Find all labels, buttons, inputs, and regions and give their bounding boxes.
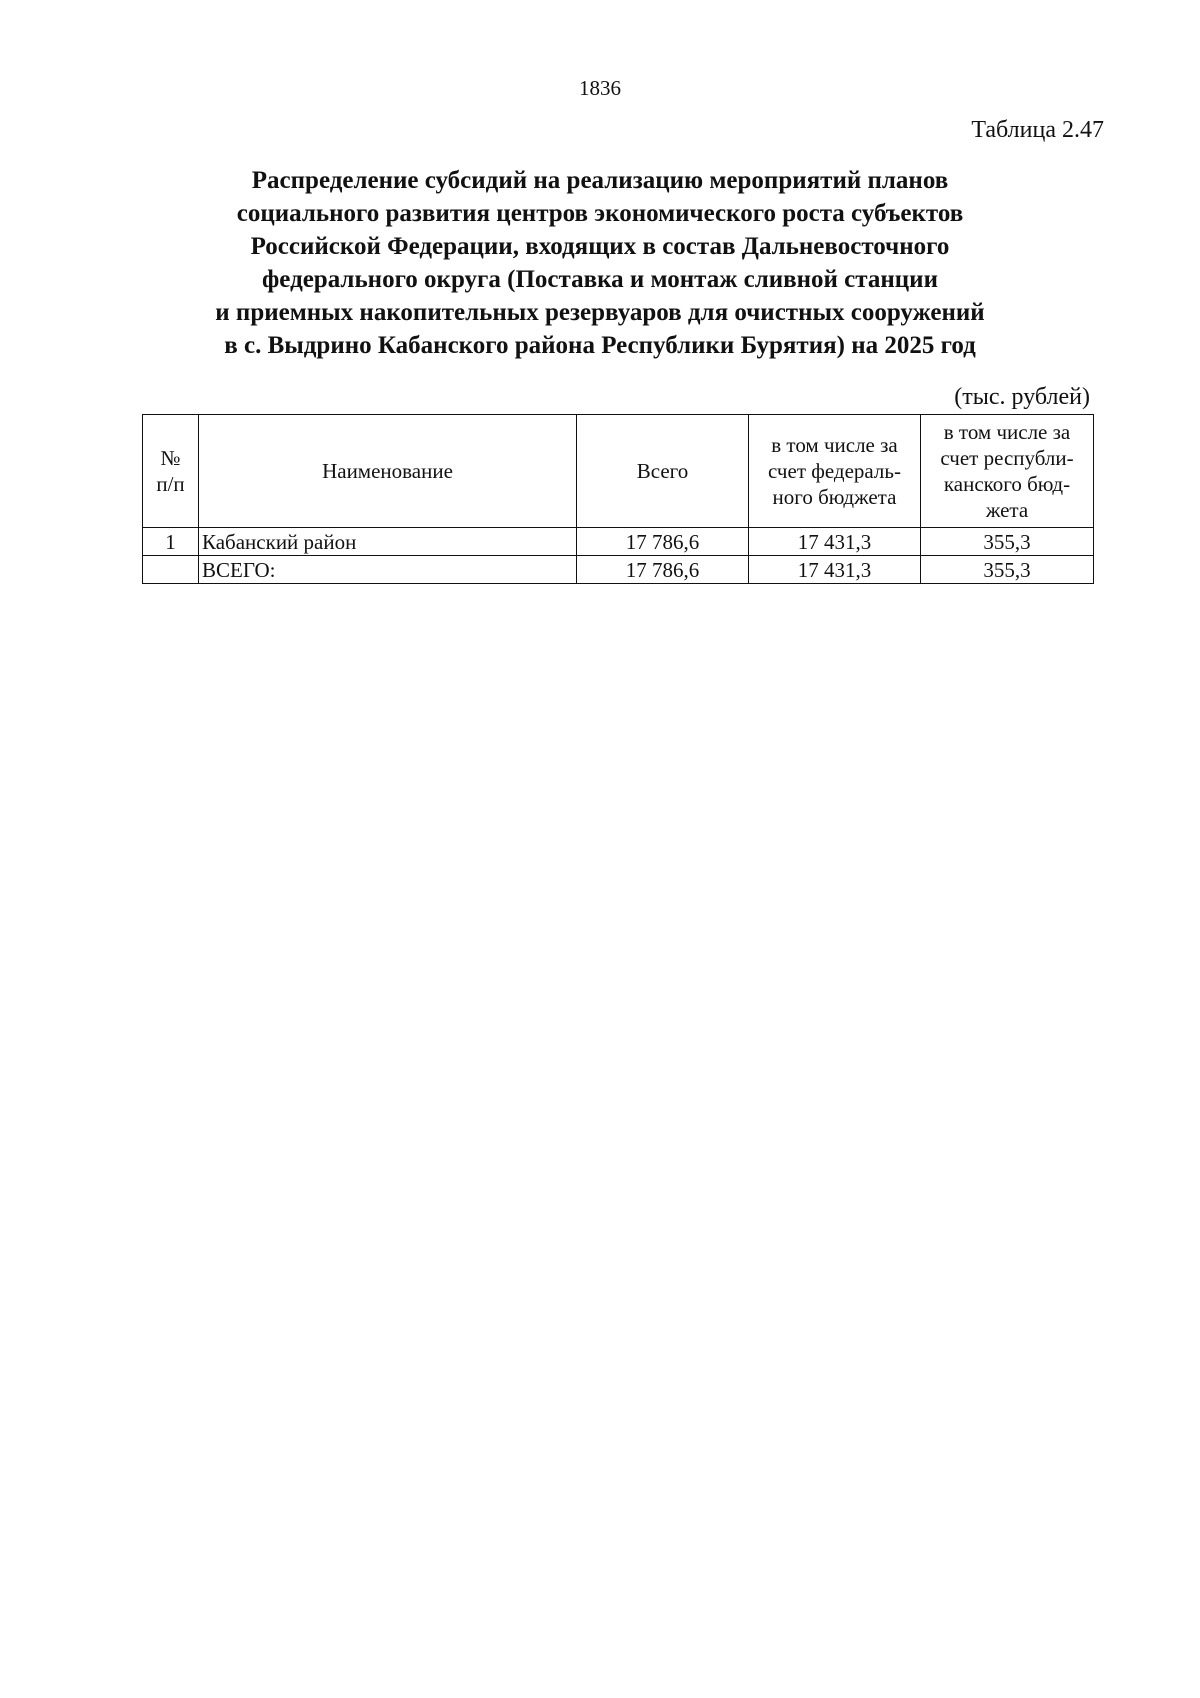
header-republic: в том числе за счет республи- канского бюд- жета [921,415,1094,528]
cell-num [143,556,199,584]
cell-name: ВСЕГО: [199,556,577,584]
title-line: Российской Федерации, входящих в состав Дальневосточного [250,233,950,260]
page-number: 1836 [579,76,621,100]
title-line: и приемных накопительных резервуаров для очистных сооружений [215,299,985,326]
table-row [143,528,1094,556]
table-total-row [143,556,1094,584]
cell-republic: 355,3 [921,528,1094,556]
cell-total: 17 786,6 [577,528,749,556]
header-total: Всего [577,415,749,528]
table-label: Таблица 2.47 [971,117,1104,143]
title-line: Распределение субсидий на реализацию мероприятий планов [251,167,949,194]
cell-federal: 17 431,3 [749,556,921,584]
title-line: социального развития центров экономического роста субъектов [236,200,964,227]
cell-total: 17 786,6 [577,556,749,584]
header-num: № п/п [143,415,199,528]
cell-num: 1 [143,528,199,556]
document-title [140,164,1060,362]
title-line: в с. Выдрино Кабанского района Республики Бурятия) на 2025 год [224,332,976,359]
cell-name: Кабанский район [199,528,577,556]
cell-federal: 17 431,3 [749,528,921,556]
title-line: федерального округа (Поставка и монтаж сливной станции [262,266,938,293]
subsidy-table [142,414,1094,584]
header-name: Наименование [199,415,577,528]
cell-republic: 355,3 [921,556,1094,584]
table-header-row [143,415,1094,528]
unit-note: (тыс. рублей) [954,384,1090,410]
header-federal: в том числе за счет федераль- ного бюджета [749,415,921,528]
